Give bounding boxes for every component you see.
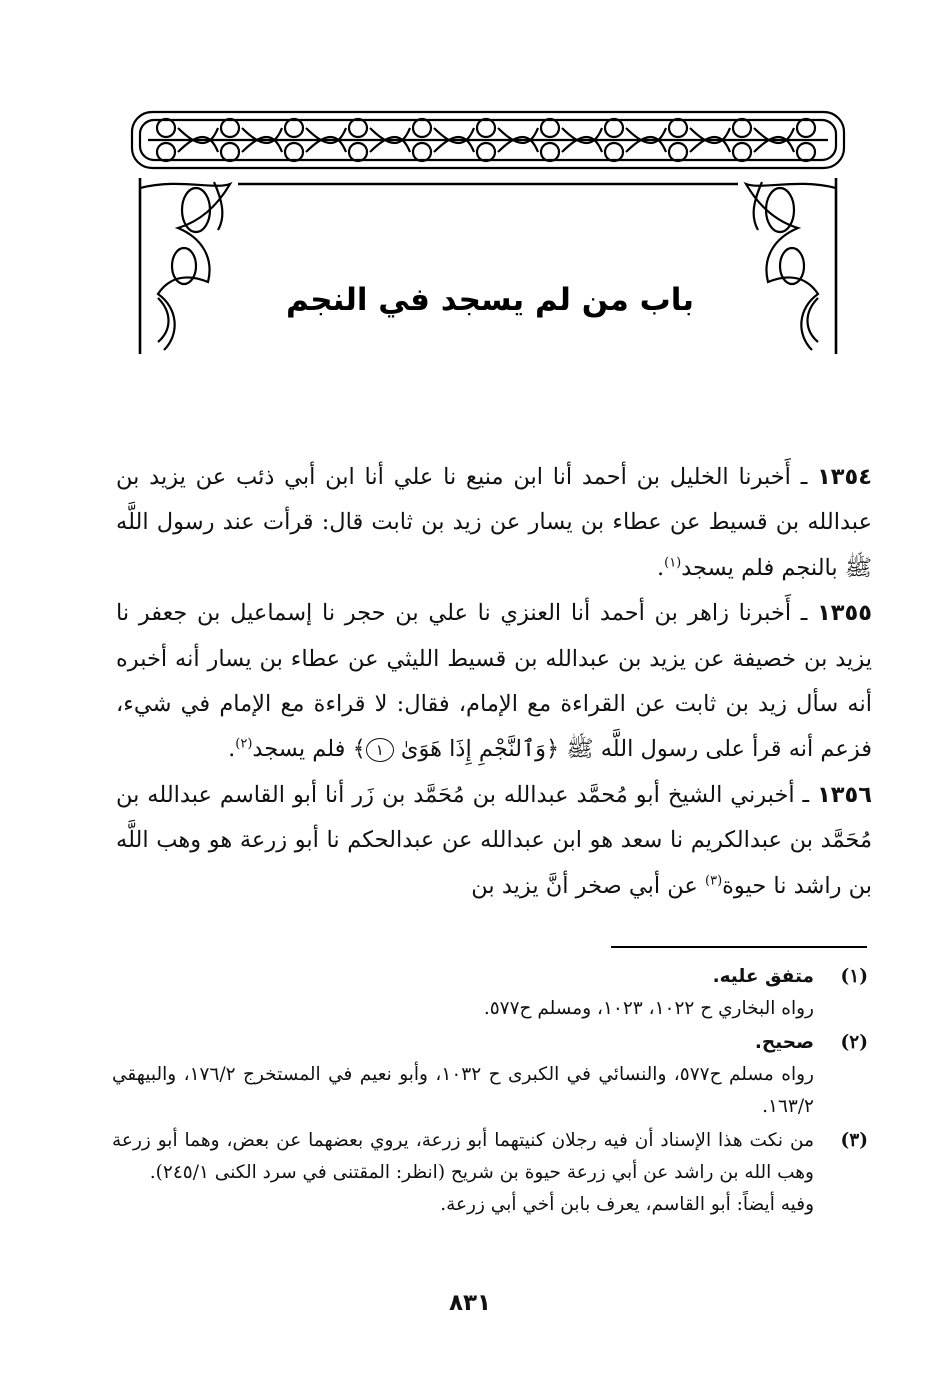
hadith-paragraph xyxy=(116,455,872,591)
hadith-text: ـ أخبرني الشيخ أبو مُحمَّد عبدالله بن مُحَمَّد بن زَر أنا أبو القاسم عبدالله بن مُحَمَّد بن عبدالكريم نا سعد هو ابن عبدالله عن عبدالحكم نا أبو زرعة هو وهب اللَّه بن راشد نا حيوة xyxy=(116,781,872,899)
hadith-text: ـ أَخبرنا الخليل بن أحمد أنا ابن منيع نا علي أنا ابن أبي ذئب عن يزيد بن عبدالله بن قسيط عن عطاء بن يسار عن زيد بن ثابت قال: قرأت عند رسول اللَّه ﷺ بالنجم فلم يسجد xyxy=(116,464,872,581)
quran-ayah: ﴿وَٱلنَّجْمِ إِذَا هَوَىٰ xyxy=(400,736,560,763)
footnote-number: (٣) xyxy=(840,1130,868,1151)
footnote-ref: (٣) xyxy=(705,873,723,889)
footnote-ref: (٢) xyxy=(235,736,253,752)
quran-ayah-close: ﴾ xyxy=(352,736,366,763)
footnote-separator xyxy=(611,946,867,948)
hadith-text: فلم يسجد xyxy=(252,736,346,763)
hadith-number: ١٣٥٦ xyxy=(817,781,872,808)
chapter-title: باب من لم يسجد في النجم xyxy=(285,282,695,318)
hadith-paragraph xyxy=(116,773,872,909)
footnote xyxy=(112,1125,868,1221)
hadith-body xyxy=(116,455,872,909)
footnote-line: وفيه أيضاً: أبو القاسم، يعرف بابن أخي أبي زرعة. xyxy=(440,1194,814,1215)
page-number: ٨٣١ xyxy=(448,1290,492,1316)
footnote-heading: صحيح. xyxy=(754,1032,814,1053)
hadith-text-end: عن أبي صخر أنَّ يزيد بن xyxy=(471,872,698,899)
footnote-line: من نكت هذا الإسناد أن فيه رجلان كنيتهما أبو زرعة، يروي بعضهما عن بعض، وهما أبو زرعة وهب الله بن راشد عن أبي زرعة حيوة بن شريح (انظر: المقتنى في سرد الكنى ٢٤٥/١). xyxy=(112,1130,814,1183)
footnote-ref: (١) xyxy=(664,555,682,571)
hadith-text-end: . xyxy=(228,736,236,763)
hadith-number: ١٣٥٥ xyxy=(817,600,872,627)
footnotes xyxy=(112,961,868,1221)
footnote-number: (١) xyxy=(840,966,868,987)
hadith-paragraph xyxy=(116,591,872,773)
hadith-text: ـ أَخبرنا زاهر بن أحمد أنا العنزي نا علي بن حجر نا إسماعيل بن جعفر نا يزيد بن خصيفة عن يزيد بن عبدالله بن قسيط الليثي عن عطاء بن يسار أنه أخبره أنه سأل زيد بن ثابت عن القراءة مع الإمام، فقال: لا قراءة مع الإمام في شيء، فزعم أنه قرأ على رسول اللَّه ﷺ xyxy=(116,600,872,763)
footnote-number: (٢) xyxy=(840,1032,868,1053)
hadith-text-end: . xyxy=(656,554,665,581)
ayah-number-marker: ١ xyxy=(366,738,394,762)
hadith-number: ١٣٥٤ xyxy=(817,464,872,490)
footnote-line: رواه البخاري ح ١٠٢٢، ١٠٢٣، ومسلم ح٥٧٧. xyxy=(483,998,814,1019)
footnote-heading: متفق عليه. xyxy=(712,966,814,987)
footnote-line: رواه مسلم ح٥٧٧، والنسائي في الكبرى ح ١٠٣٢، وأبو نعيم في المستخرج ١٧٦/٢، والبيهقي ١٦٣/٢. xyxy=(112,1064,814,1117)
ornamental-frame xyxy=(118,98,858,358)
footnote xyxy=(112,1027,868,1123)
footnote xyxy=(112,961,868,1025)
